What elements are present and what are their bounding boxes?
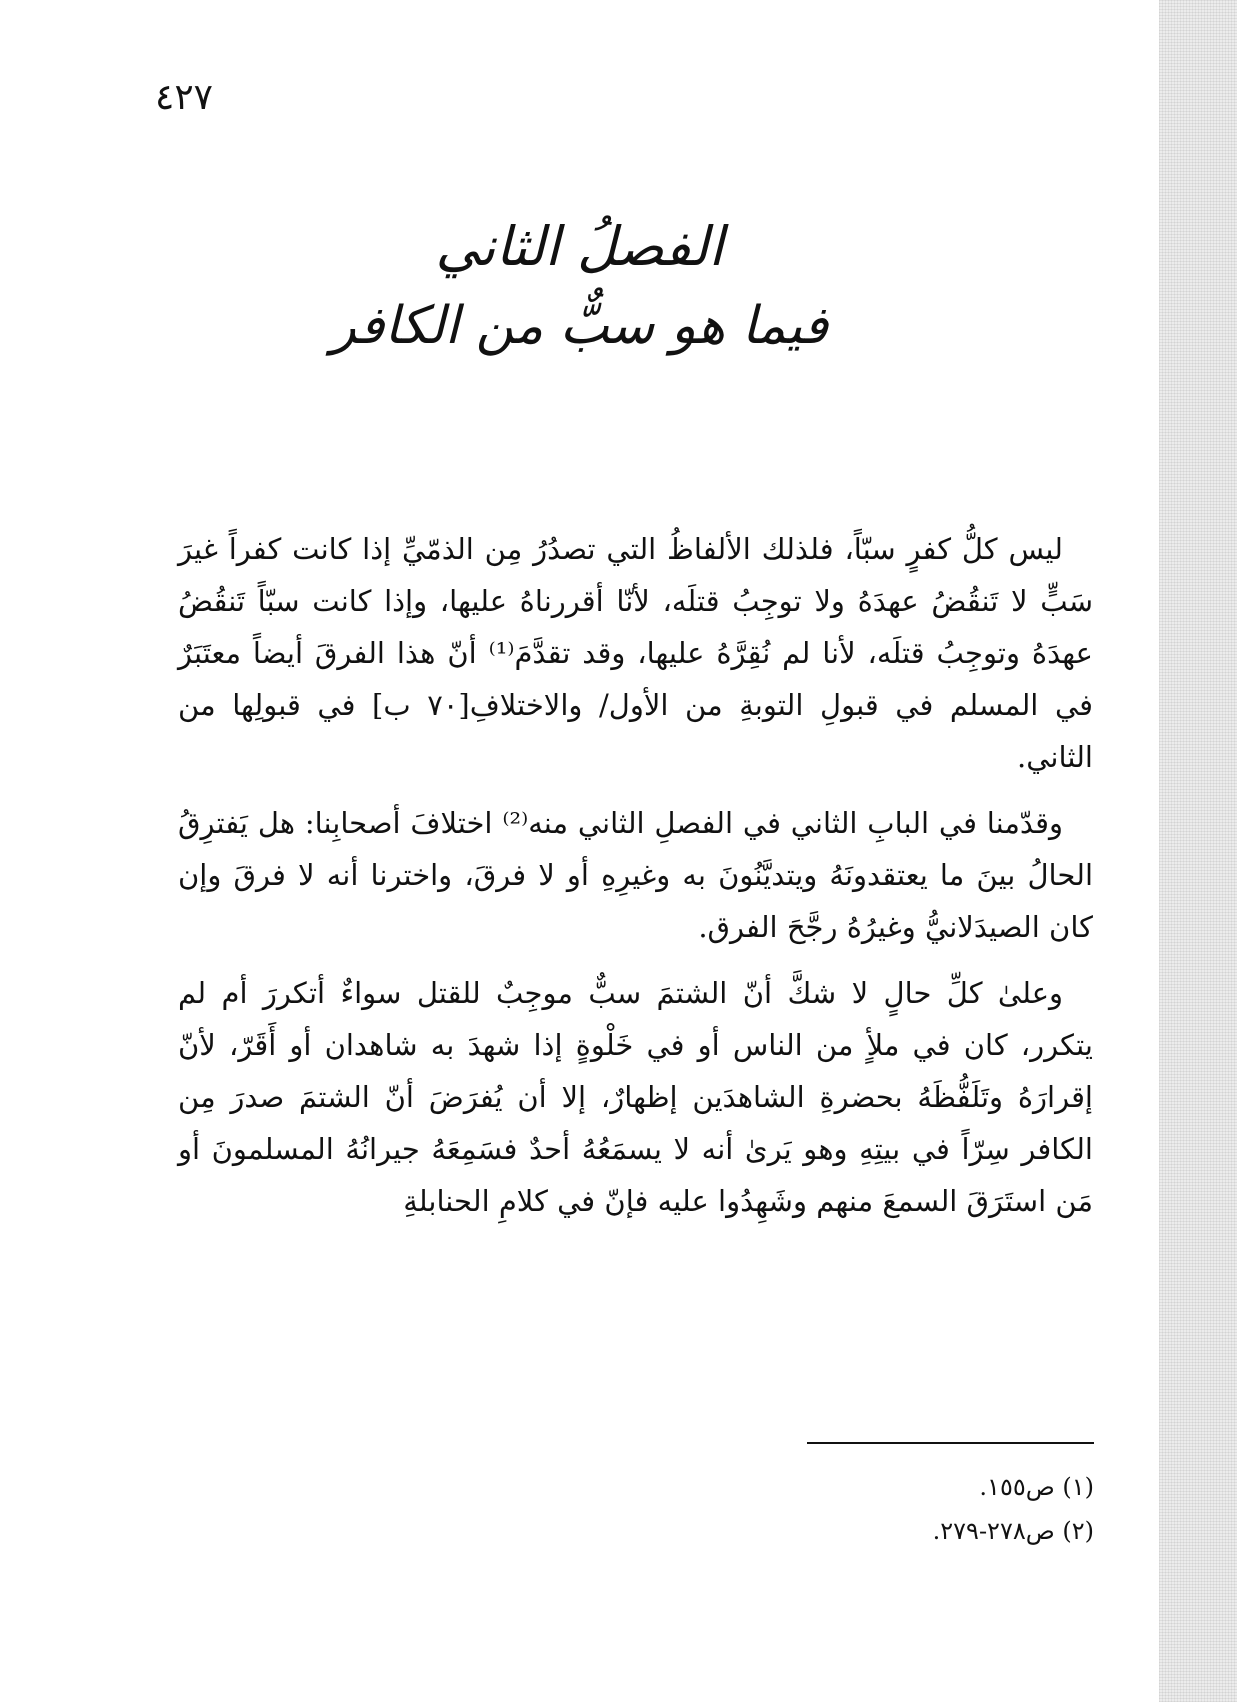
footnote: (١) ص١٥٥. xyxy=(979,1473,1094,1501)
footnotes xyxy=(700,1465,1094,1553)
paragraph: ليس كلُّ كفرٍ سبّاً، فلذلك الألفاظُ التي تصدُرُ مِن الذمّيِّ إذا كانت كفراً غيرَ سَبٍّ لا تَنقُضُ عهدَهُ ولا توجِبُ قتلَه، لأنّا أقررناهُ عليها، وإذا كانت سبّاً تَنقُضُ عهدَهُ وتوجِبُ قتلَه، لأنا لم نُقِرَّهُ عليها، وقد تقدَّمَ⁽¹⁾ أنّ هذا الفرقَ أيضاً معتَبَرٌ في المسلم في قبولِ التوبةِ من الأول/ والاختلافِ[٧٠ ب] في قبولِها من الثاني. xyxy=(178,532,1093,774)
chapter-title: الفصلُ الثاني xyxy=(435,215,724,278)
footnote-separator xyxy=(807,1442,1094,1444)
paragraph: وعلىٰ كلِّ حالٍ لا شكَّ أنّ الشتمَ سبٌّ موجِبٌ للقتل سواءٌ أتكررَ أم لم يتكرر، كان في ملأٍ من الناس أو في خَلْوةٍ إذا شهدَ به شاهدان أو أَقَرّ، لأنّ إقرارَهُ وتَلَفُّظَهُ بحضرةِ الشاهدَين إظهارٌ، إلا أن يُفرَضَ أنّ الشتمَ صدرَ مِن الكافر سِرّاً في بيتِهِ وهو يَرىٰ أنه لا يسمَعُهُ أحدٌ فسَمِعَهُ جيرانُهُ المسلمونَ أو مَن استَرَقَ السمعَ منهم وشَهِدُوا عليه فإنّ في كلامِ الحنابلةِ xyxy=(178,976,1093,1218)
page-number: ٤٢٧ xyxy=(155,77,214,118)
body-text xyxy=(178,523,1093,1241)
chapter-subtitle: فيما هو سبٌّ من الكافر xyxy=(330,296,829,356)
footnote: (٢) ص٢٧٨-٢٧٩. xyxy=(932,1517,1094,1545)
scan-edge xyxy=(1159,0,1237,1702)
paragraph: وقدّمنا في البابِ الثاني في الفصلِ الثاني منه⁽²⁾ اختلافَ أصحابِنا: هل يَفترِقُ الحالُ بينَ ما يعتقدونَهُ ويتديَّنُونَ به وغيرِهِ أو لا فرقَ، واخترنا أنه لا فرقَ وإن كان الصيدَلانيُّ وغيرُهُ رجَّحَ الفرق. xyxy=(178,806,1093,944)
